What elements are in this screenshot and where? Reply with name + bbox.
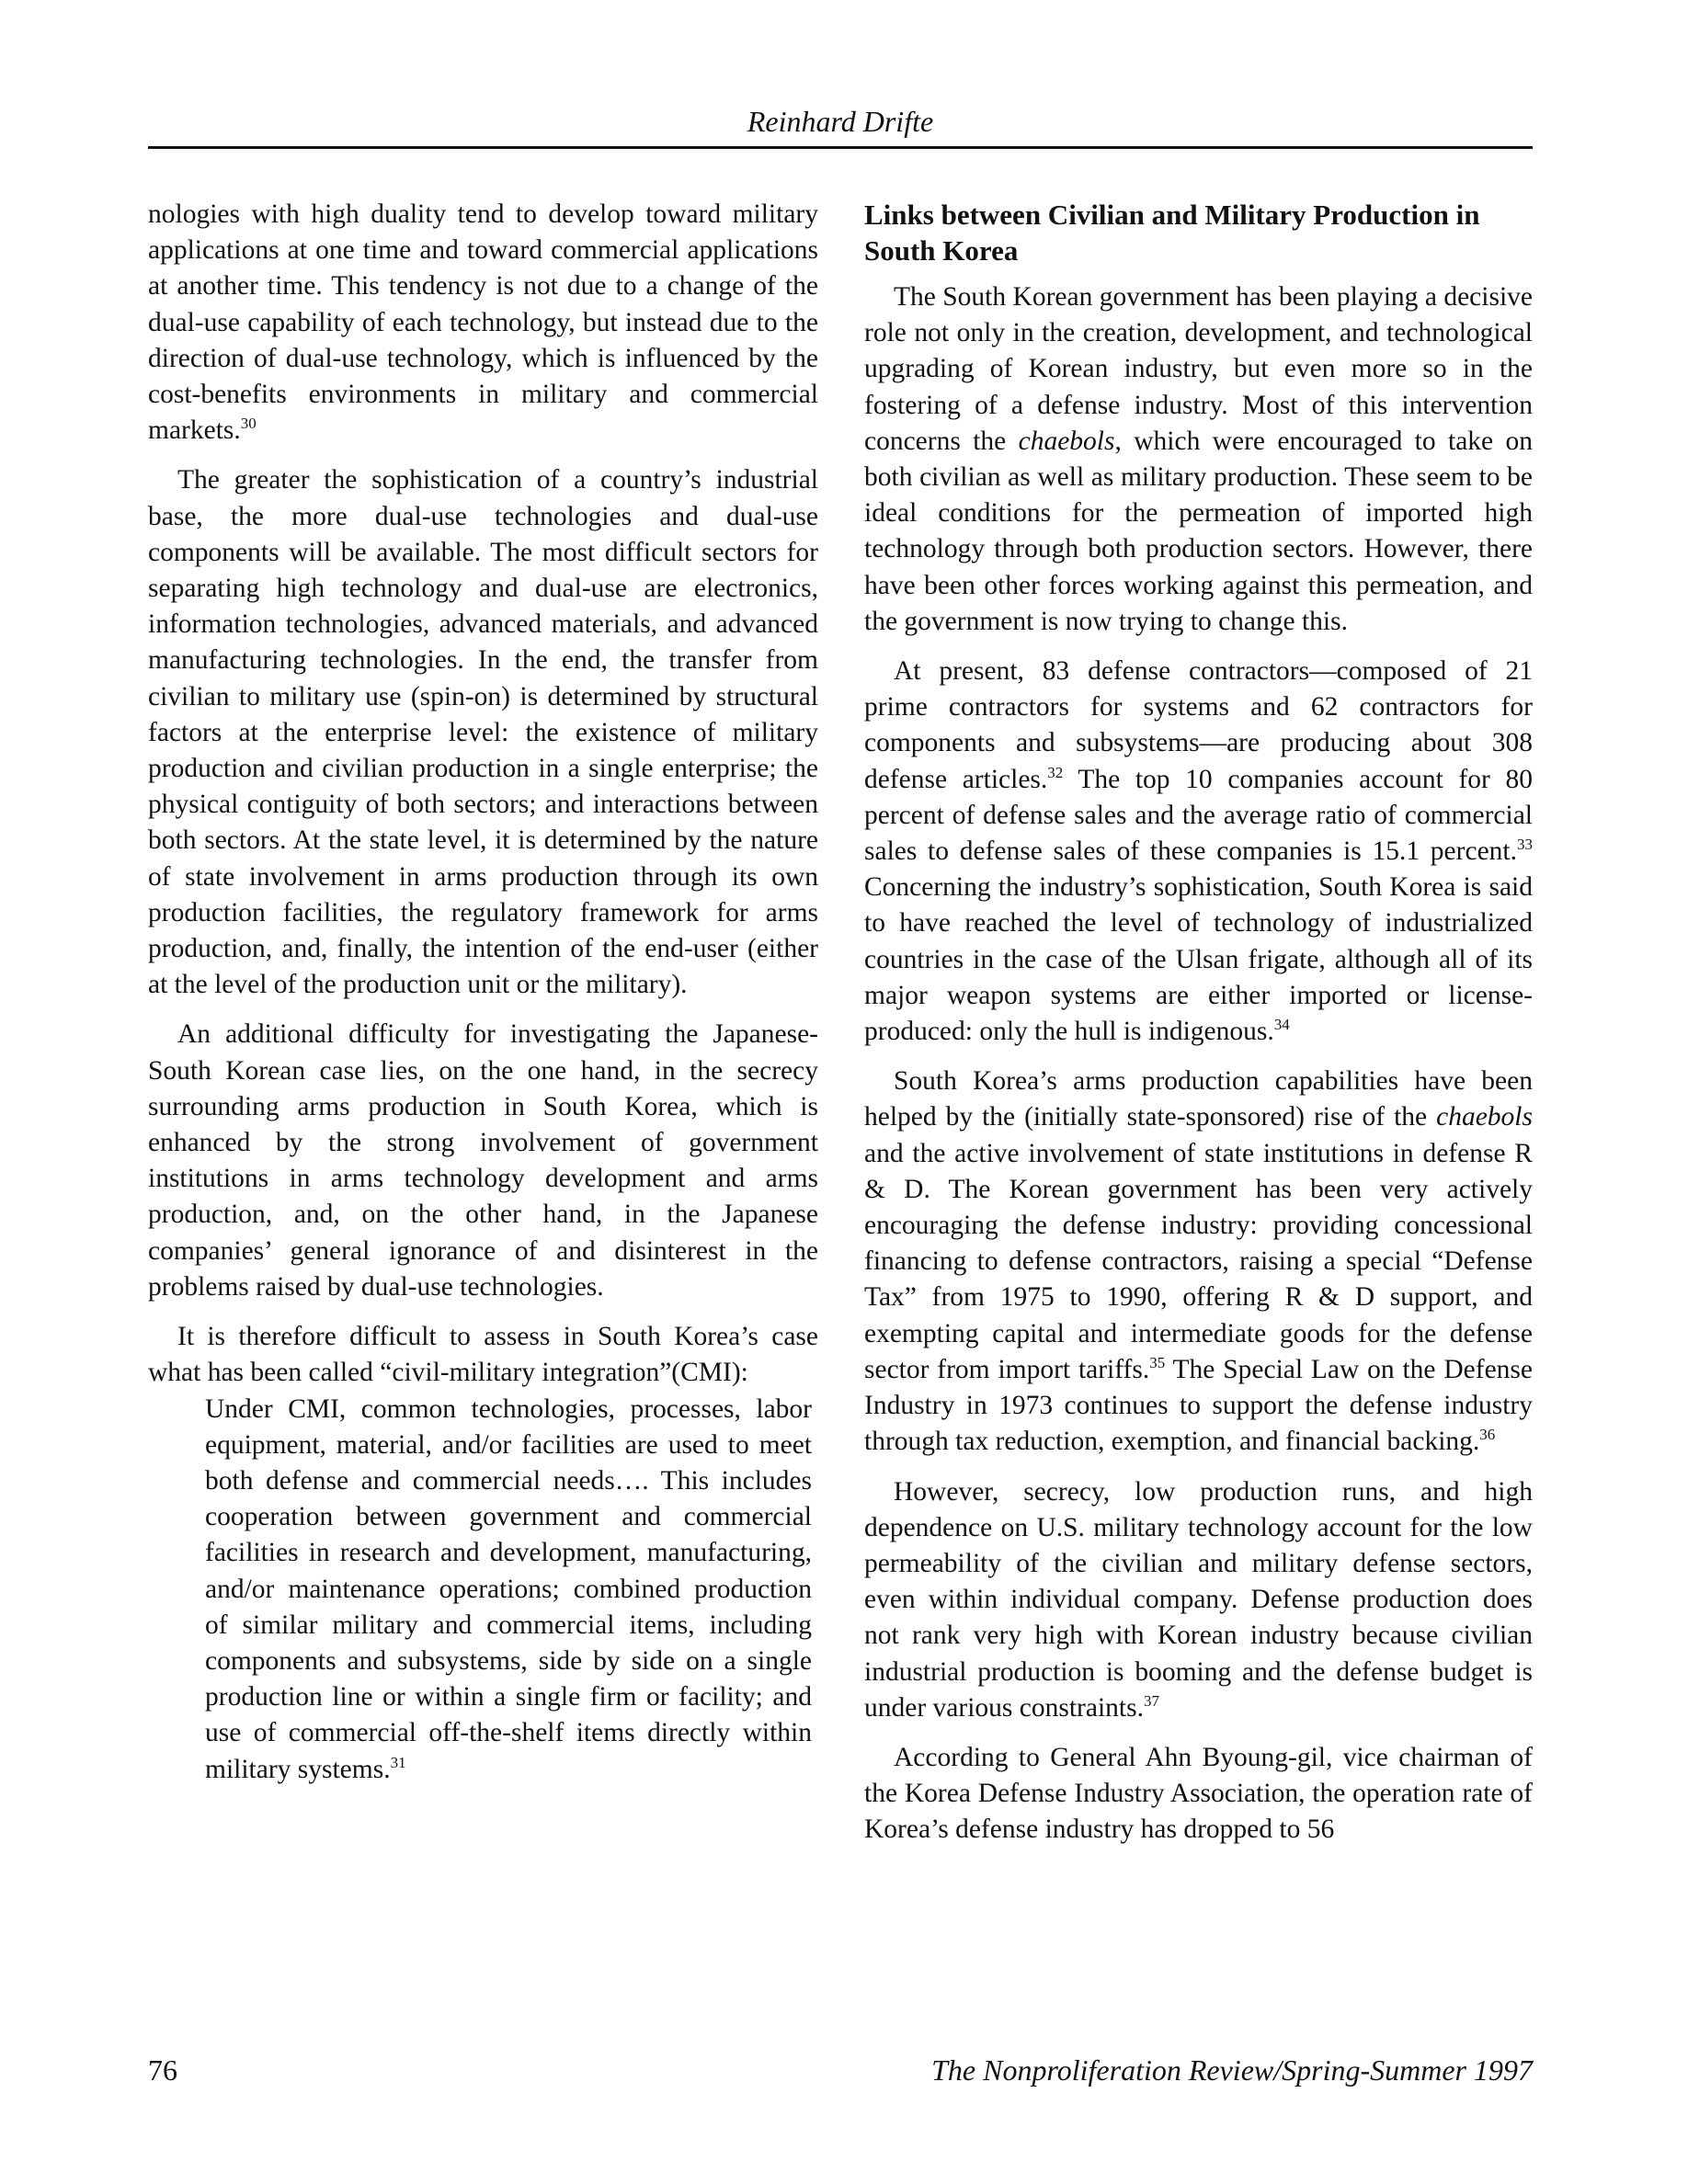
footnote-ref-32: 32 xyxy=(1047,763,1064,781)
paragraph-text: The top 10 companies account for 80 percent of defense sales and the average ratio of commercial sales to defense sales of these companies is 15.1 percent. xyxy=(864,764,1533,867)
paragraph-defense-contractors xyxy=(864,654,1533,1050)
paragraph-difficulty: An additional difficulty for investigating the Japanese-South Korean case lies, on the one hand, in the secrecy surrounding arms production in South Korea, which is enhanced by the strong involvement of government institutions in arms technology development and arms production, and, on the other hand, in the Japanese companies’ general ignorance of and disinterest in the problems raised by dual-use technologies. xyxy=(148,1019,818,1302)
paragraph-text: South Korea’s arms production capabilities have been helped by the (initially state-sponsored) rise of the xyxy=(864,1066,1533,1132)
running-header xyxy=(148,103,1533,140)
paragraph-text: Concerning the industry’s sophistication, South Korea is said to have reached the level of technology of industrialized countries in the case of the Ulsan frigate, although all of its major weapon systems are either imported or license-produced: only the hull is indigenous. xyxy=(864,872,1533,1047)
journal-title: The Nonproliferation Review/Spring-Summer 1997 xyxy=(931,2053,1533,2087)
section-heading: Links between Civilian and Military Production in South Korea xyxy=(864,199,1480,267)
left-column xyxy=(148,197,818,1788)
right-column xyxy=(864,197,1533,1862)
paragraph-text: The South Korean government has been playing a decisive role not only in the creation, development, and technological upgrading of Korean industry, but even more so in the fostering of a defense industry. Most of this intervention concerns the xyxy=(864,282,1533,456)
footnote-ref-34: 34 xyxy=(1273,1016,1290,1034)
chaebols-term: chaebols xyxy=(1018,426,1115,456)
paragraph-cmi-intro: It is therefore difficult to assess in South Korea’s case what has been called “civil-military integration”(CMI): xyxy=(148,1322,818,1388)
paragraph-capabilities xyxy=(864,1064,1533,1460)
footnote-ref-35: 35 xyxy=(1149,1354,1166,1372)
paragraph-text: The Special Law on the Defense Industry in 1973 continues to support the defense industry through tax reduction, exemption, and financial backing. xyxy=(864,1354,1533,1457)
paragraph-sophistication: The greater the sophistication of a country’s industrial base, the more dual-use technologies and dual-use components will be available. The most difficult sectors for separating high technology and dual-use are electronics, information technologies, advanced materials, and advanced manufacturing technologies. In the end, the transfer from civilian to military use (spin-on) is determined by structural factors at the enterprise level: the existence of military production and civilian production in a single enterprise; the physical contiguity of both sectors; and interactions between both sectors. At the state level, it is determined by the nature of state involvement in arms production through its own production facilities, the regulatory framework for arms production, and, finally, the intention of the end-user (either at the level of the production unit or the military). xyxy=(148,465,818,1000)
paragraph-secrecy xyxy=(864,1474,1533,1726)
footnote-ref-37: 37 xyxy=(1143,1691,1159,1710)
chaebols-term: chaebols xyxy=(1436,1102,1533,1132)
footnote-ref-33: 33 xyxy=(1517,836,1533,854)
quote-text: Under CMI, common technologies, processes, labor equipment, material, and/or facilities are used to meet both defense and commercial needs…. This includes cooperation between government and commercial facilities in research and development, manufacturing, and/or maintenance operations; combined production of similar military and commercial items, including components and subsystems, side by side on a single production line or within a single firm or facility; and use of commercial off-the-shelf items directly within military systems. xyxy=(205,1393,812,1784)
page-number: 76 xyxy=(148,2053,177,2087)
paragraph-continued xyxy=(148,197,818,449)
paragraph-government-role xyxy=(864,279,1533,640)
paragraph-text: nologies with high duality tend to develop toward military applications at one time and toward commercial applications at another time. This tendency is not due to a change of the dual-use capability of each technology, but instead due to the direction of dual-use technology, which is influenced by the cost-benefits environments in military and commercial markets. xyxy=(148,199,818,446)
paragraph-text: and the active involvement of state institutions in defense R & D. The Korean government has been very actively encouraging the defense industry: providing concessional financing to defense contractors, raising a special “Defense Tax” from 1975 to 1990, offering R & D support, and exempting capital and intermediate goods for the defense sector from import tariffs. xyxy=(864,1138,1533,1384)
paragraph-text: , which were encouraged to take on both civilian as well as military production. These seem to be ideal conditions for the permeation of imported high technology through both production sectors. However, there have been other forces working against this permeation, and the government is now trying to change this. xyxy=(864,426,1533,636)
footnote-ref-30: 30 xyxy=(240,415,257,433)
header-rule xyxy=(148,146,1533,149)
paragraph-text: However, secrecy, low production runs, and high dependence on U.S. military technology account for the low permeability of the civilian and military defense sectors, even within individual company. Defense production does not rank very high with Korean industry because civilian industrial production is booming and the defense budget is under various constraints. xyxy=(864,1476,1533,1723)
footnote-ref-36: 36 xyxy=(1479,1426,1496,1444)
paragraph-text: At present, 83 defense contractors—composed of 21 prime contractors for systems and 62 contractors for components and subsystems—are producing about 308 defense articles. xyxy=(864,656,1533,794)
header-author: Reinhard Drifte xyxy=(747,105,934,138)
footnote-ref-31: 31 xyxy=(390,1753,406,1771)
block-quote-cmi xyxy=(205,1392,812,1788)
paragraph-ahn-byoung-gil: According to General Ahn Byoung-gil, vice chairman of the Korea Defense Industry Association, the operation rate of Korea’s defense industry has dropped to 56 xyxy=(864,1742,1533,1845)
